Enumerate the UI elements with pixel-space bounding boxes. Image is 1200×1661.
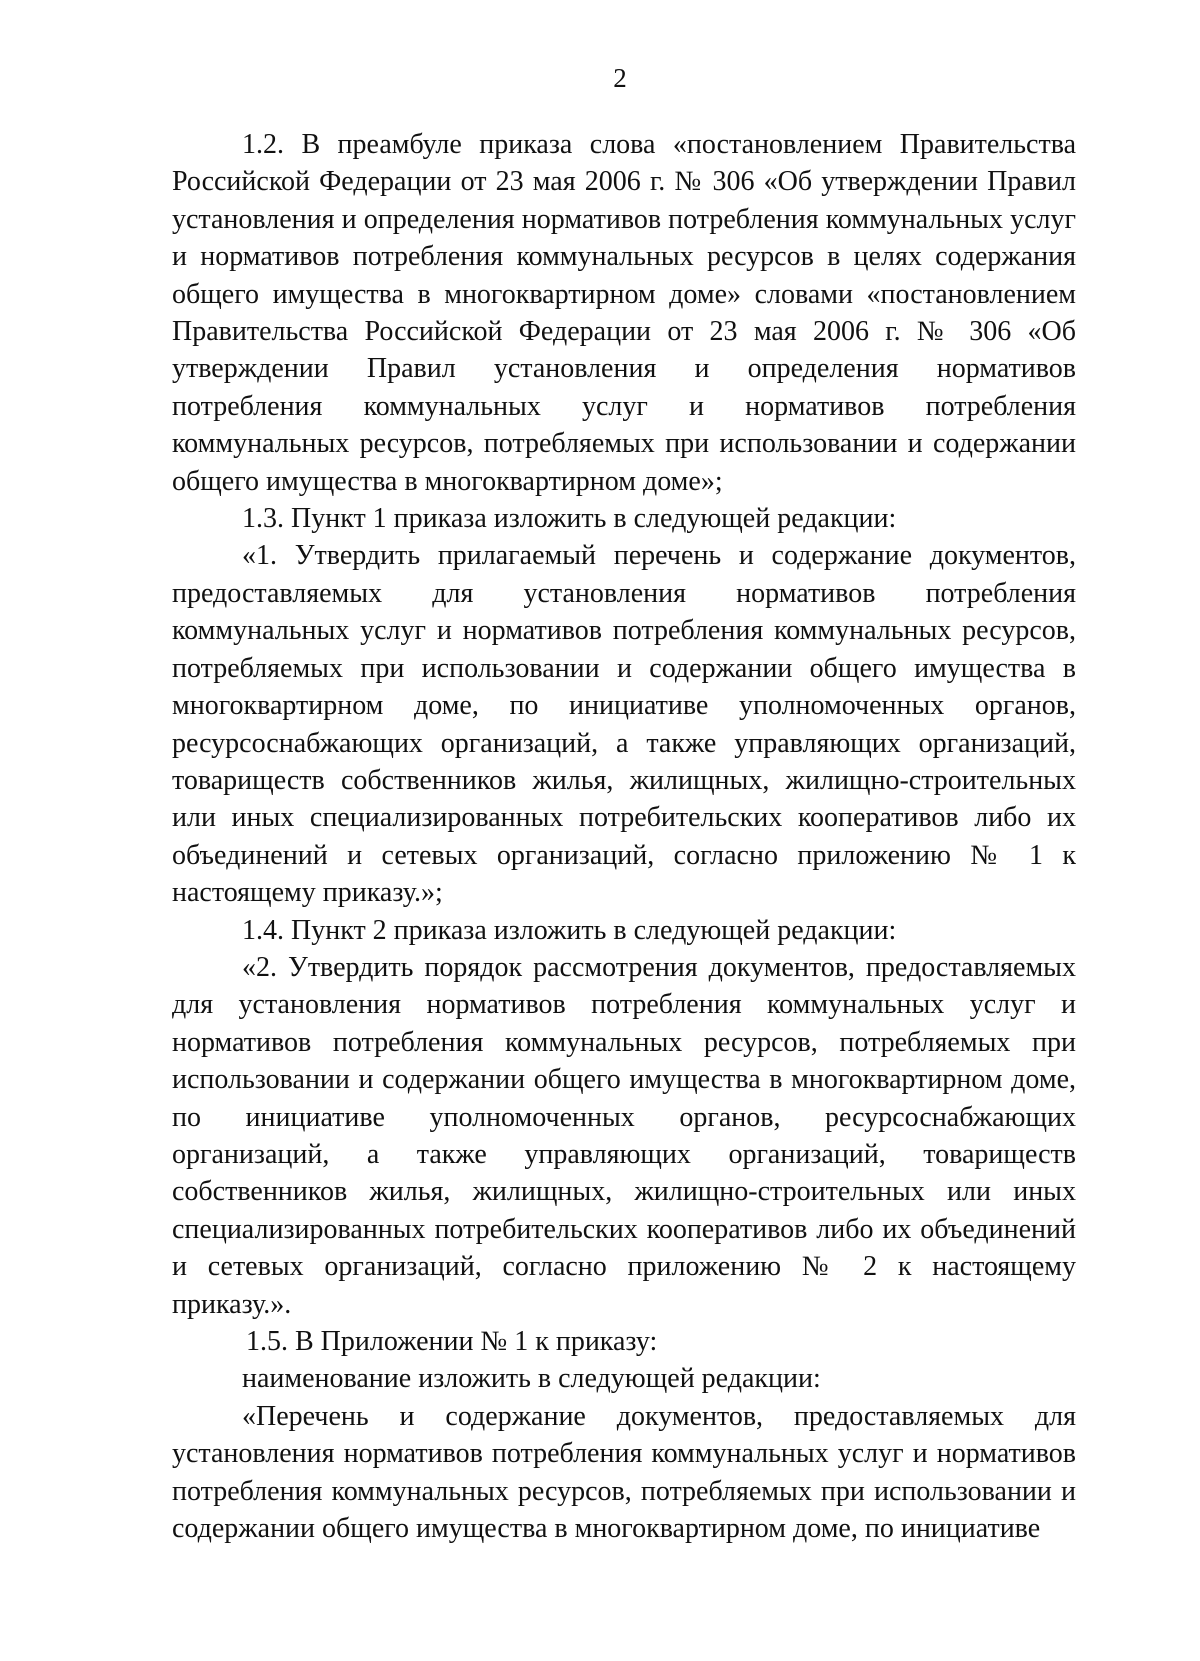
paragraph-1-2: 1.2. В преамбуле приказа слова «постановлением Правительства Российской Федерации от 23 мая 2006 г. № 306 «Об утверждении Правил установления и определения нормативов потребления коммунальных услуг и нормативов потребления коммунальных ресурсов в целях содержания общего имущества в многоквартирном доме» словами «постановлением Правительства Российской Федерации от 23 мая 2006 г. № 306 «Об утверждении Правил установления и определения нормативов потребления коммунальных услуг и нормативов потребления коммунальных ресурсов, потребляемых при использовании и содержании общего имущества в многоквартирном доме»; bbox=[172, 129, 1076, 497]
paragraph-1-5: 1.5. В Приложении № 1 к приказу: bbox=[246, 1326, 658, 1357]
page-number: 2 bbox=[613, 63, 627, 93]
paragraph-1-3: 1.3. Пункт 1 приказа изложить в следующей редакции: bbox=[242, 503, 897, 535]
paragraph-1-3-text: «1. Утвердить прилагаемый перечень и содержание документов, предоставляемых для установления нормативов потребления коммунальных услуг и нормативов потребления коммунальных ресурсов, потребляемых при использовании и содержании общего имущества в многоквартирном доме, по инициативе уполномоченных органов, ресурсоснабжающих организаций, а также управляющих организаций, товариществ собственников жилья, жилищных, жилищно-строительных или иных специализированных потребительских кооперативов либо их объединений и сетевых организаций, согласно приложению № 1 к настоящему приказу.»; bbox=[172, 540, 1076, 909]
paragraph-1-4: 1.4. Пункт 2 приказа изложить в следующей редакции: bbox=[242, 914, 897, 946]
document-body bbox=[172, 126, 1076, 1547]
paragraph-1-5-heading: наименование изложить в следующей редакции: bbox=[242, 1363, 821, 1395]
paragraph-1-4-text: «2. Утвердить порядок рассмотрения документов, предоставляемых для установления нормативов потребления коммунальных услуг и нормативов потребления коммунальных ресурсов, потребляемых при использовании и содержании общего имущества в многоквартирном доме, по инициативе уполномоченных органов, ресурсоснабжающих организаций, а также управляющих организаций, товариществ собственников жилья, жилищных, жилищно-строительных или иных специализированных потребительских кооперативов либо их объединений и сетевых организаций, согласно приложению № 2 к настоящему приказу.». bbox=[172, 951, 1076, 1320]
paragraph-1-5-text: «Перечень и содержание документов, предоставляемых для установления нормативов потребления коммунальных услуг и нормативов потребления коммунальных ресурсов, потребляемых при использовании и содержании общего имущества в многоквартирном доме, по инициативе bbox=[172, 1400, 1076, 1545]
